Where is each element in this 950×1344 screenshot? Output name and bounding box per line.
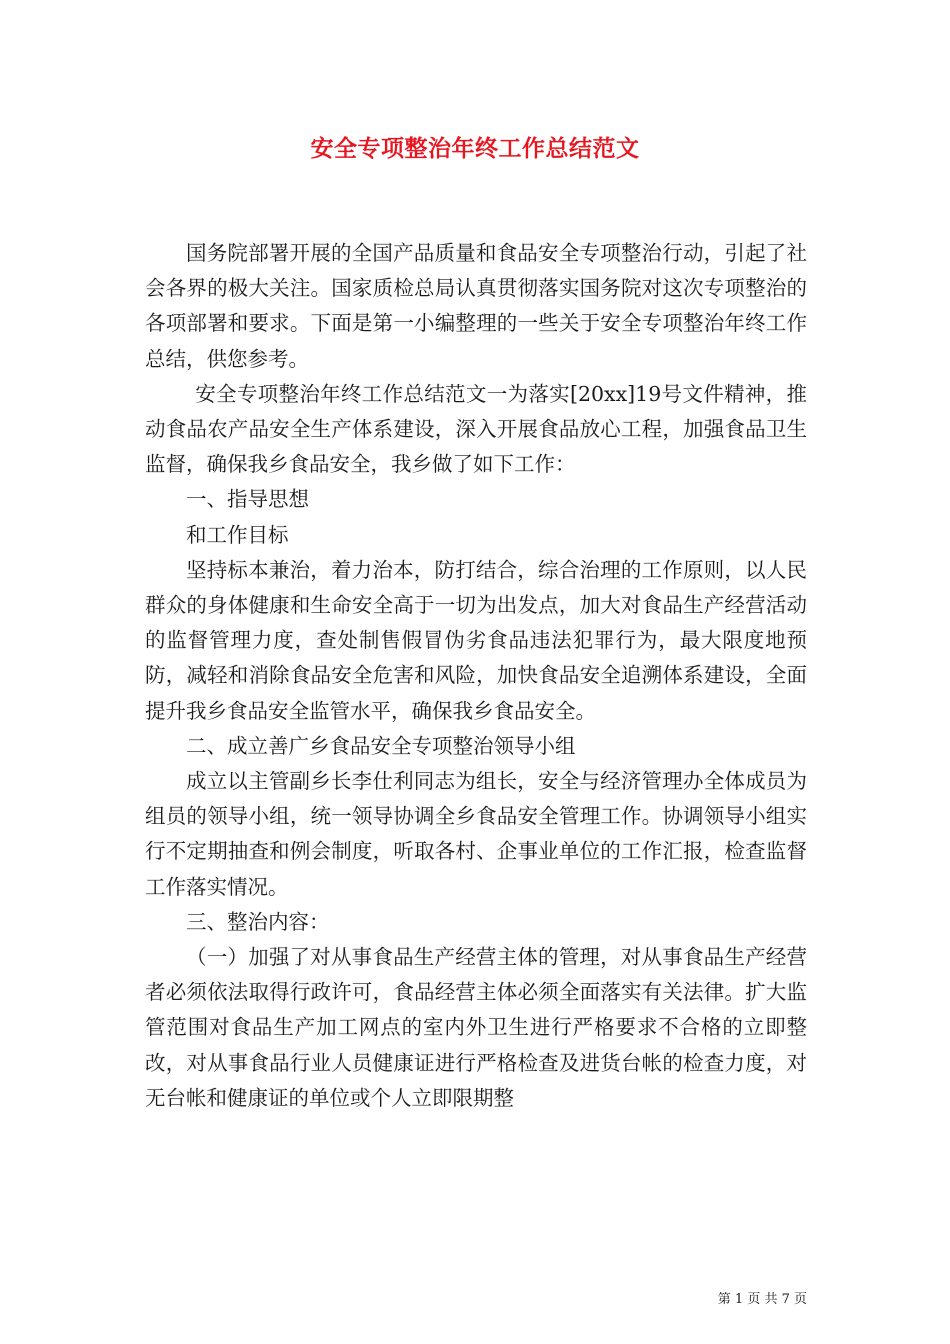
paragraph-leading-group: 成立以主管副乡长李仕利同志为组长，安全与经济管理办全体成员为组员的领导小组，统一领导协调全乡食品安全管理工作。协调领导小组实行不定期抽查和例会制度，听取各村、企事业单位的工作汇报，检查监督工作落实情况。 xyxy=(145,769,807,899)
section-heading-guiding-ideology: 一、指导思想 xyxy=(186,487,309,512)
paragraph-intro: 国务院部署开展的全国产品质量和食品安全专项整治行动，引起了社会各界的极大关注。国家质检总局认真贯彻落实国务院对这次专项整治的各项部署和要求。下面是第一小编整理的一些关于安全专项整治年终工作总结，供您参考。 xyxy=(145,241,807,371)
paragraph-rectification-item-1: （一）加强了对从事食品生产经营主体的管理，对从事食品生产经营者必须依法取得行政许可，食品经营主体必须全面落实有关法律。扩大监管范围对食品生产加工网点的室内外卫生进行严格要求不合格的立即整改，对从事食品行业人员健康证进行严格检查及进货台帐的检查力度，对无台帐和健康证的单位或个人立即限期整 xyxy=(145,945,807,1110)
section-heading-work-goals: 和工作目标 xyxy=(186,522,289,547)
section-heading-rectification-content: 三、整治内容： xyxy=(186,909,330,934)
document-title: 安全专项整治年终工作总结范文 xyxy=(310,136,640,162)
page-number-footer: 第 1 页 共 7 页 xyxy=(717,1292,807,1307)
document-body xyxy=(145,236,807,1116)
section-heading-leading-group: 二、成立善广乡食品安全专项整治领导小组 xyxy=(186,733,576,758)
paragraph-principles: 坚持标本兼治，着力治本，防打结合，综合治理的工作原则，以人民群众的身体健康和生命安全高于一切为出发点，加大对食品生产经营活动的监督管理力度，查处制售假冒伪劣食品违法犯罪行为，最大限度地预防，减轻和消除食品安全危害和风险，加快食品安全追溯体系建设，全面提升我乡食品安全监管水平，确保我乡食品安全。 xyxy=(145,557,807,723)
paragraph-sample-one: 安全专项整治年终工作总结范文一为落实[20xx]19号文件精神，推动食品农产品安全生产体系建设，深入开展食品放心工程，加强食品卫生监督，确保我乡食品安全，我乡做了如下工作： xyxy=(145,381,807,477)
